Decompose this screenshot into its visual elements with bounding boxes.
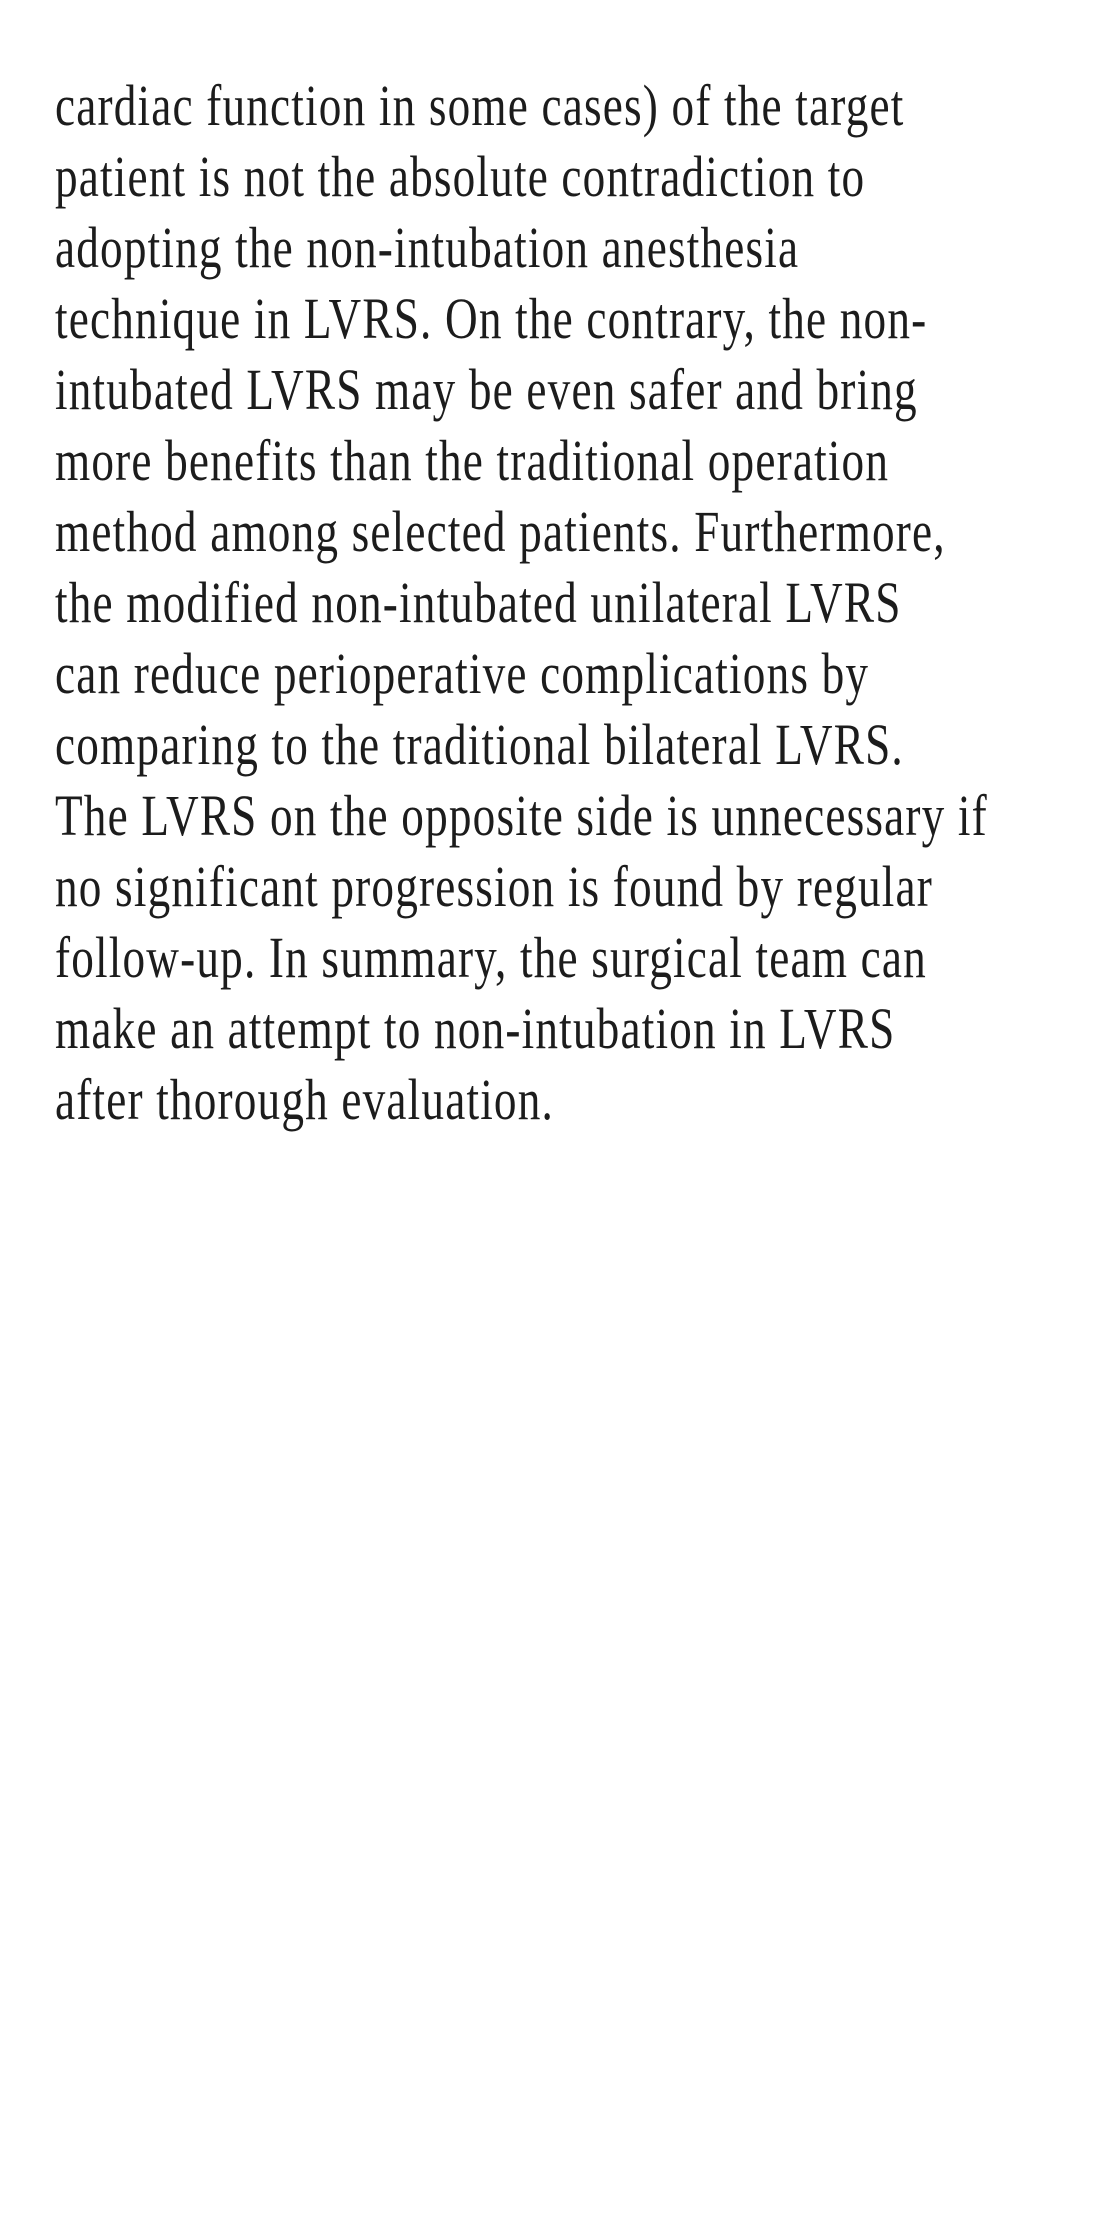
text-line: The LVRS on the opposite side is unnecessary if — [55, 783, 988, 848]
article-paragraph — [55, 70, 1117, 1135]
text-line: method among selected patients. Furthermore, — [55, 499, 946, 564]
text-line: follow-up. In summary, the surgical team can — [55, 925, 927, 990]
text-line: after thorough evaluation. — [55, 1067, 554, 1132]
text-line: intubated LVRS may be even safer and bring — [55, 357, 918, 422]
text-line: patient is not the absolute contradiction to — [55, 144, 866, 209]
text-line: cardiac function in some cases) of the target — [55, 73, 905, 138]
text-line: no significant progression is found by regular — [55, 854, 934, 919]
text-line: can reduce perioperative complications by — [55, 641, 870, 706]
text-line: the modified non-intubated unilateral LVRS — [55, 570, 902, 635]
text-line: more benefits than the traditional operation — [55, 428, 890, 493]
text-line: technique in LVRS. On the contrary, the non- — [55, 286, 928, 351]
text-line: make an attempt to non-intubation in LVRS — [55, 996, 896, 1061]
text-line: adopting the non-intubation anesthesia — [55, 215, 800, 280]
text-line: comparing to the traditional bilateral LVRS. — [55, 712, 904, 777]
